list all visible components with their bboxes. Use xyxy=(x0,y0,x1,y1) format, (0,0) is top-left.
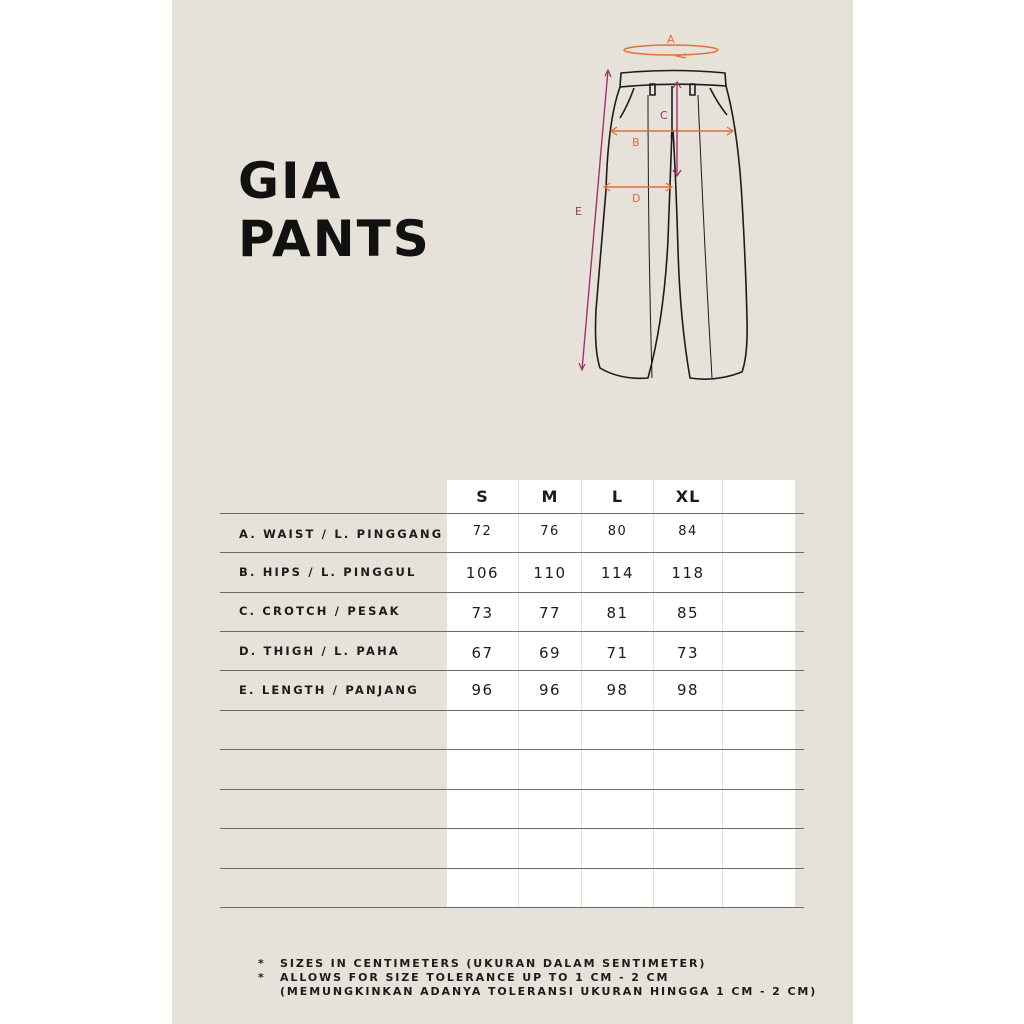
table-cell: 71 xyxy=(606,644,629,662)
table-cell: 96 xyxy=(471,681,494,699)
row-label-hips: B. HIPS / L. PINGGUL xyxy=(239,565,417,579)
table-cell: 73 xyxy=(676,644,700,662)
row-label-crotch: C. CROTCH / PESAK xyxy=(239,604,401,618)
table-cell: 106 xyxy=(465,564,500,582)
note-bullet: * xyxy=(258,971,266,984)
label-d: D xyxy=(632,192,641,205)
table-cell: 118 xyxy=(671,564,705,582)
size-header-extra xyxy=(723,484,795,510)
note-line-1 xyxy=(258,957,817,971)
note-text-1: SIZES IN CENTIMETERS (UKURAN DALAM SENTIMETER) xyxy=(280,957,707,970)
table-rule xyxy=(220,907,804,908)
product-title xyxy=(238,152,431,268)
table-rule xyxy=(220,749,804,750)
pants-measurement-diagram xyxy=(572,26,762,386)
table-cell: 80 xyxy=(607,524,628,539)
table-cell: 84 xyxy=(678,524,698,539)
size-header-l: L xyxy=(611,487,624,506)
note-line-2 xyxy=(258,971,817,985)
table-rule xyxy=(220,789,804,790)
row-label-thigh: D. THIGH / L. PAHA xyxy=(239,644,401,658)
table-cell: 85 xyxy=(676,604,700,622)
table-rule xyxy=(220,828,804,829)
label-c: C xyxy=(660,109,668,122)
table-rule xyxy=(220,710,804,711)
table-cell: 114 xyxy=(600,564,635,582)
table-cell: 76 xyxy=(540,524,560,539)
table-cell: 81 xyxy=(606,604,629,622)
table-cell: 96 xyxy=(538,681,562,699)
waist-measure-ellipse xyxy=(624,45,718,55)
note-line-3: (MEMUNGKINKAN ADANYA TOLERANSI UKURAN HINGGA 1 CM - 2 CM) xyxy=(280,985,818,998)
table-cell: 98 xyxy=(606,681,629,699)
table-rule xyxy=(220,513,804,514)
table-cell: 73 xyxy=(471,604,494,622)
size-header-xl: XL xyxy=(675,487,701,506)
size-header-m: M xyxy=(541,487,559,506)
table-cell: 69 xyxy=(538,644,562,662)
size-header-s: S xyxy=(476,487,489,506)
table-rule xyxy=(220,592,804,593)
table-rule xyxy=(220,868,804,869)
row-label-length: E. LENGTH / PANJANG xyxy=(239,683,419,697)
table-cell: 98 xyxy=(676,681,700,699)
label-b: B xyxy=(632,136,640,149)
column-bg-extra xyxy=(723,480,795,907)
product-title-line2: PANTS xyxy=(238,210,431,268)
label-e: E xyxy=(575,205,582,218)
table-cell: 77 xyxy=(538,604,562,622)
note-text-2: ALLOWS FOR SIZE TOLERANCE UP TO 1 CM - 2 CM xyxy=(280,971,670,984)
row-label-waist: A. WAIST / L. PINGGANG xyxy=(239,527,444,541)
table-rule xyxy=(220,552,804,553)
table-cell: 72 xyxy=(472,524,493,539)
note-bullet: * xyxy=(258,957,266,970)
table-rule xyxy=(220,670,804,671)
label-a: A xyxy=(667,33,675,46)
table-cell: 67 xyxy=(471,644,494,662)
product-title-line1: GIA xyxy=(238,152,343,210)
table-rule xyxy=(220,631,804,632)
pants-outline xyxy=(596,71,748,380)
size-notes xyxy=(258,957,817,999)
table-cell: 110 xyxy=(533,564,567,582)
